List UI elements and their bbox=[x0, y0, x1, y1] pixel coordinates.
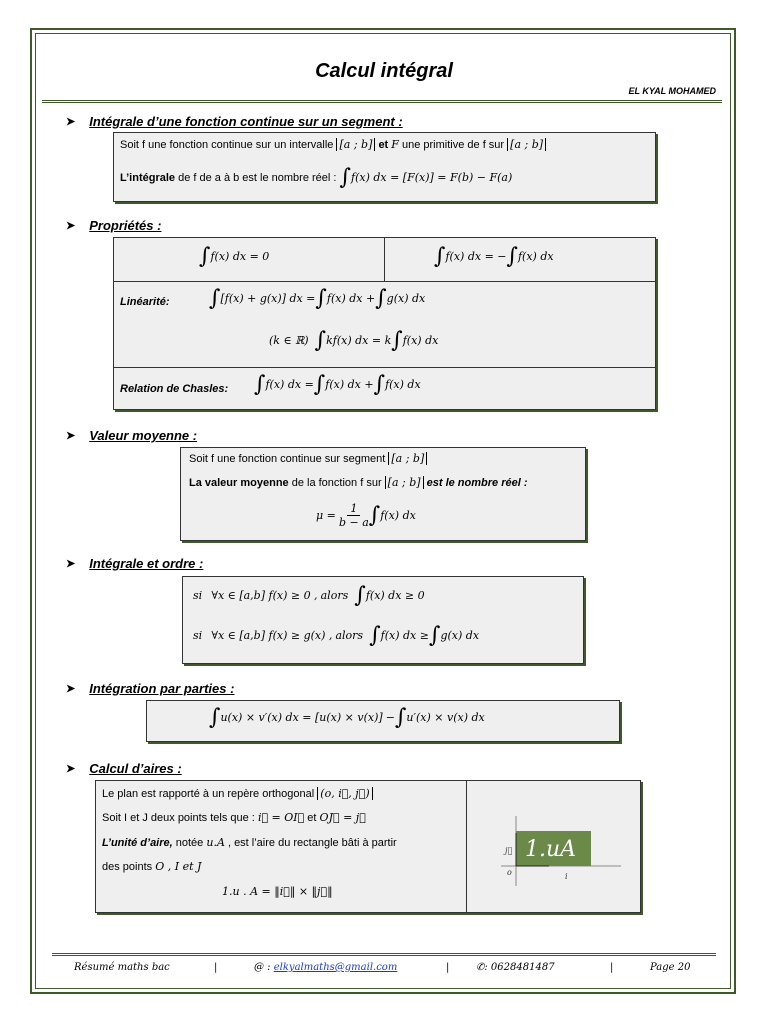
bullet-arrow-icon: ➤ bbox=[66, 763, 76, 775]
aires-box: Le plan est rapporté à un repère orthogonal (o, i⃗, j⃗) Soit I et J deux points tels que : i⃗ = OI⃗ et OJ⃗ = j⃗ L’unité d’aire, notée u.A , est l’aire du rectangle bâti à partir des points O , I et J 1.u . A = ‖i⃗‖ × ‖j⃗‖ 1.uA j⃗ o i bbox=[95, 780, 641, 913]
moyenne-box: Soit f une fonction continue sur segment [a ; b] La valeur moyenne de la fonction f sur [a ; b] est le nombre réel : μ = $\frac{1}{b - a}$ ∫ f(x) dx bbox=[180, 447, 586, 541]
figure-o-label: o bbox=[507, 868, 512, 877]
linearite-scalar: (k ∈ ℝ) ∫ kf(x) dx = k ∫ f(x) dx bbox=[269, 328, 439, 353]
property-zero: ∫ f(x) dx = 0 bbox=[199, 244, 270, 269]
footer-email: @ : elkyalmaths@gmail.com bbox=[254, 962, 398, 973]
author-name: EL KYAL MOHAMED bbox=[628, 86, 716, 96]
linearite-label: Linéarité: bbox=[120, 296, 170, 308]
email-link[interactable]: elkyalmaths@gmail.com bbox=[273, 962, 398, 973]
unit-area-figure bbox=[491, 811, 631, 891]
parties-box bbox=[146, 700, 620, 742]
integral-definition-formula: f(x) dx = [F(x)] = F(b) − F(a) bbox=[351, 171, 513, 184]
chasles-label: Relation de Chasles: bbox=[120, 383, 229, 395]
chasles-relation: ∫ f(x) dx = ∫ f(x) dx + ∫ f(x) dx bbox=[254, 372, 421, 397]
bullet-arrow-icon: ➤ bbox=[66, 558, 76, 570]
footer-phone: ✆: 0628481487 bbox=[476, 962, 555, 973]
order-compare: si ∀x ∈ [a,b] f(x) ≥ g(x) , alors ∫ f(x) dx ≥ ∫ g(x) dx bbox=[193, 623, 480, 648]
figure-i-label: i bbox=[565, 872, 568, 881]
bullet-arrow-icon: ➤ bbox=[66, 116, 76, 128]
section-integration-parties: ➤ Intégration par parties : bbox=[66, 681, 235, 696]
footer-left: Résumé maths bac bbox=[74, 962, 170, 973]
section-integrale: ➤ Intégrale d’une fonction continue sur un segment : bbox=[66, 114, 403, 129]
unit-area-formula: 1.u . A = ‖i⃗‖ × ‖j⃗‖ bbox=[222, 885, 333, 898]
footer-rule bbox=[52, 953, 716, 956]
bullet-arrow-icon: ➤ bbox=[66, 430, 76, 442]
footer-separator: | bbox=[214, 962, 218, 973]
section-valeur-moyenne: ➤ Valeur moyenne : bbox=[66, 428, 198, 443]
unit-area-figure-label: 1.uA bbox=[525, 837, 577, 862]
page-title: Calcul intégral bbox=[315, 60, 453, 82]
figure-j-label: j⃗ bbox=[505, 846, 513, 855]
integrale-box: Soit f une fonction continue sur un intervalle [a ; b] et F une primitive de f sur [a ; b] L’intégrale de f de a à b est le nombre réel : ∫ f(x) dx = [F(x)] = F(b) − F(a) bbox=[113, 132, 656, 202]
bullet-arrow-icon: ➤ bbox=[66, 220, 76, 232]
page-number: Page 20 bbox=[650, 962, 691, 973]
bullet-arrow-icon: ➤ bbox=[66, 683, 76, 695]
ordre-box bbox=[182, 576, 584, 664]
mean-value-formula: μ = $\frac{1}{b - a}$ ∫ f(x) dx bbox=[316, 502, 416, 529]
linearite-sum: ∫ [f(x) + g(x)] dx = ∫ f(x) dx + ∫ g(x) dx bbox=[209, 286, 426, 311]
integration-by-parts-formula: ∫ u(x) × v′(x) dx = [u(x) × v(x)] − ∫ u′(x) × v(x) dx bbox=[209, 705, 485, 730]
property-swap-bounds: ∫ f(x) dx = − ∫ f(x) dx bbox=[434, 244, 554, 269]
section-integrale-ordre: ➤ Intégrale et ordre : bbox=[66, 556, 204, 571]
section-calcul-aires: ➤ Calcul d’aires : bbox=[66, 761, 182, 776]
footer-separator: | bbox=[446, 962, 450, 973]
header-rule bbox=[42, 100, 722, 103]
footer-separator: | bbox=[610, 962, 614, 973]
order-positive: si ∀x ∈ [a,b] f(x) ≥ 0 , alors ∫ f(x) dx ≥ 0 bbox=[193, 583, 425, 608]
section-proprietes: ➤ Propriétés : bbox=[66, 218, 162, 233]
proprietes-table bbox=[113, 237, 656, 410]
integral-sign-icon: ∫ bbox=[339, 165, 351, 190]
